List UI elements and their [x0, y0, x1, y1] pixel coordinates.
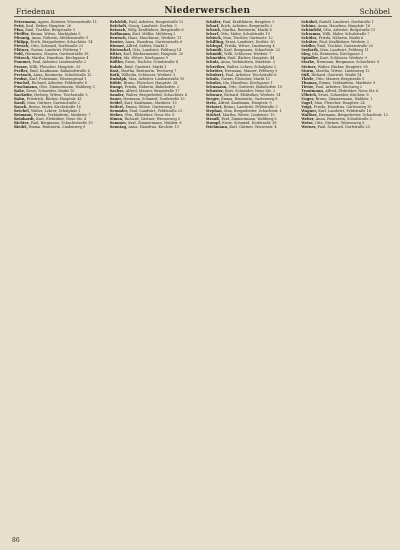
- entry-details: Hermann, Bergarbeiter, Schachtstr. 12: [318, 113, 388, 118]
- entry-name: Unger,: [301, 96, 315, 101]
- entry-details: Otto, Gastwirt, Bahnhofstr. 10: [228, 84, 283, 89]
- entry-name: Rohde,: [109, 64, 124, 69]
- entry-details: Frieda, Näherin, Markt 6: [318, 36, 364, 41]
- entry-details: Emil, Kaufmann, Bahnhofstraße 6: [29, 68, 90, 73]
- entry-name: Schenk,: [205, 28, 222, 33]
- entry-name: Rietzschel,: [109, 48, 132, 53]
- entry-details: Max, Landwirt, Feldweg 11: [320, 48, 369, 53]
- entry-name: Probst,: [14, 76, 29, 81]
- entry-name: Schütze,: [301, 40, 319, 45]
- entry-details: Karl, Zimmermann, Waldstr. 8: [128, 121, 182, 126]
- entry-name: Reinsch,: [109, 28, 127, 33]
- entry-details: Paul, Zimmermann, Waldweg 6: [221, 117, 277, 122]
- entry-details: Richard, Gärtner, Wiesenweg 5: [124, 117, 181, 122]
- column-3: [206, 20, 297, 540]
- entry-name: Reuter,: [109, 40, 125, 45]
- entry-details: Walter, Bäcker, Hauptstr. 38: [317, 64, 368, 69]
- entry-name: Spindler,: [301, 56, 319, 61]
- page-header: [14, 4, 392, 17]
- entry-details: Emil, Bäcker, Hauptstr. 44: [227, 56, 275, 61]
- entry-name: Rehfeldt,: [109, 20, 128, 24]
- entry-name: Reißmann,: [109, 32, 132, 37]
- entry-details: Frieda, Verkäuferin, Marktstr. 7: [33, 113, 91, 118]
- entry-details: Emil, Gastwirt, Markt 1: [124, 64, 167, 69]
- entry-name: Weise,: [301, 121, 314, 126]
- entry-details: Karl, Landwirt, Feldstraße 16: [318, 109, 371, 114]
- entry-name: Seifert,: [109, 104, 125, 109]
- entry-details: Ernst, Tischler, Schulstraße 4: [125, 60, 178, 65]
- entry-details: Emma, Witwe, Gartenweg 3: [125, 104, 176, 109]
- entry-details: Hedwig, Witwe, Teichstraße 5: [34, 92, 88, 97]
- entry-name: Stein,: [205, 100, 217, 105]
- entry-details: Kurt, Elektriker, Neue Str. 4: [36, 117, 87, 122]
- entry-name: Schneider,: [205, 56, 227, 61]
- entry-name: Schreiber,: [205, 64, 226, 69]
- entry-details: Frieda, Näherin, Bahnhofstr. 2: [124, 84, 180, 89]
- entry-name: Riemer,: [109, 44, 125, 49]
- entry-name: Sommer,: [109, 121, 128, 126]
- entry-name: Pietsch,: [14, 44, 30, 49]
- entry-details: Emma, Rentnerin, Lindenweg 9: [28, 125, 86, 130]
- entry-name: Ritter,: [109, 52, 123, 57]
- entry-details: Erich, Bergarbeiter, Schachtstr. 14: [30, 40, 93, 45]
- entry-details: Martha, Hausfrau, Kirchgasse 4: [31, 56, 89, 61]
- entry-name: Süß,: [301, 72, 311, 77]
- entry-name: Schulze,: [205, 80, 223, 85]
- entry-details: Wilhelm, Schlosser, Werkstr. 3: [121, 72, 176, 77]
- entry-details: Karl, Fuhrmann, Wiesengrund 1: [29, 76, 87, 81]
- entry-name: Scharf,: [205, 24, 220, 29]
- entry-details: Richard, Gastwirt, Markt 14: [311, 72, 362, 77]
- entry-details: Paul, Landwirt, Feldstraße 21: [129, 109, 183, 114]
- entry-name: Reichel,: [14, 109, 30, 114]
- entry-name: Rühle,: [109, 80, 123, 85]
- entry-name: Schmidt,: [205, 48, 224, 53]
- entry-details: Willi, Maler, Schulstraße 7: [322, 32, 370, 37]
- entry-name: Semmler,: [109, 109, 129, 114]
- entry-details: Otto, Gärtner, Wiesenweg 9: [315, 121, 365, 126]
- entry-details: Ernst, Landwirt, Dorfstr. 30: [225, 40, 275, 45]
- entry-details: Otto, Maurer, Bergstraße 5: [315, 76, 365, 81]
- entry-details: Max, Bergarbeiter, Schachtstr. 1: [224, 109, 282, 114]
- entry-details: Ernst, Schneider, Kirchstr. 8: [318, 92, 369, 97]
- entry-details: Kurt, Kaufmann, Marktstr. 15: [124, 100, 177, 105]
- entry-name: Rost,: [109, 68, 120, 73]
- entry-details: Richard, Arbeiter, Feldstraße 8: [31, 80, 87, 85]
- entry-name: Sander,: [109, 92, 125, 97]
- entry-details: Otto, Schmied, Dorfstraße 22: [30, 44, 84, 49]
- entry-details: Richard, Elektriker, Werkstr. 14: [224, 92, 281, 97]
- entry-details: Paul, Arbeiter, Teichweg 2: [315, 84, 363, 89]
- entry-name: Runge,: [109, 84, 124, 89]
- entry-name: Tietze,: [301, 84, 315, 89]
- entry-name: Stöckel,: [205, 113, 222, 118]
- entry-name: Starke,: [301, 60, 316, 65]
- entry-details: Martha, Witwe, Lindenstr. 15: [222, 113, 275, 118]
- entry-details: Anna, Näherin, Mühlenstraße 9: [31, 36, 88, 41]
- entry-name: Schönfeld,: [301, 28, 323, 33]
- entry-name: Rauch,: [14, 104, 28, 109]
- entry-name: Wagner,: [301, 109, 318, 114]
- entry-details: Kurt, Schneider, Neue Str. 2: [225, 88, 276, 93]
- entry-details: Anna, Hausfrau, Hauptstr. 16: [317, 24, 371, 29]
- entry-details: Anna, Verkäuferin, Marktstr. 3: [220, 60, 275, 65]
- directory-columns: [14, 20, 392, 540]
- header-title: Niederwerschen: [164, 6, 251, 16]
- entry-details: Hermann, Schmied, Dorfstraße 13: [123, 96, 185, 101]
- entry-details: Alfred, Maurer, Bergstraße 17: [125, 88, 180, 93]
- entry-details: Max, Tischler, Gartenstr. 12: [223, 36, 273, 41]
- entry-name: Pötzsch,: [14, 56, 31, 61]
- entry-name: Riedel,: [14, 125, 28, 130]
- entry-details: Walter, Bergarbeiter, Schachtstr. 6: [125, 92, 188, 97]
- entry-details: Otto, Elektriker, Neue Str. 9: [124, 113, 175, 118]
- entry-name: Rackwitz,: [14, 92, 33, 97]
- entry-details: Alfred, Sattler, Markt 3: [126, 44, 168, 49]
- entry-name: Pfau,: [14, 28, 25, 33]
- column-4: [301, 20, 392, 540]
- entry-name: Seyfarth,: [301, 48, 320, 53]
- entry-details: Otto, Maler, Schulstraße 19: [220, 32, 270, 37]
- page-number: 86: [12, 537, 20, 544]
- entry-details: Walter, Lehrer, Schulplatz 2: [226, 64, 277, 69]
- entry-details: Rudolf, Landwirt, Dorfstraße 1: [319, 20, 374, 24]
- entry-name: Thomas,: [301, 80, 318, 85]
- entry-name: Petri,: [14, 24, 25, 29]
- entry-name: Philipp,: [14, 40, 30, 45]
- directory-entry: [301, 125, 392, 129]
- entry-name: Sieber,: [109, 113, 124, 118]
- entry-name: Scholz,: [205, 60, 220, 65]
- entry-name: Rentsch,: [109, 36, 127, 41]
- entry-details: Willy, Kraftfahrer, Bergstraße 8: [127, 28, 184, 33]
- entry-name: Pretzsch,: [14, 72, 33, 77]
- entry-details: Ida, Hausfrau, Kirchgasse 1: [223, 80, 273, 85]
- entry-details: Anna, Hausfrau, Kirchstr. 11: [128, 125, 180, 130]
- entry-details: Max, Arbeiter, Lindenstraße 10: [128, 76, 185, 81]
- entry-details: Karl, Bergmann, Schachtstr. 22: [224, 48, 281, 53]
- entry-details: Martha, Witwe, Lindenweg 12: [315, 68, 370, 73]
- entry-name: Schumann,: [205, 84, 228, 89]
- entry-details: Alfred, Kaufmann, Hauptstr. 9: [218, 100, 272, 105]
- entry-name: Steiner,: [301, 64, 317, 69]
- entry-details: Gustav, Fleischer, Markt 12: [220, 76, 270, 81]
- entry-name: Ulbrich,: [301, 92, 318, 97]
- entry-details: Ernst, Schmied, Dorfstraße 18: [222, 121, 277, 126]
- entry-details: Emma, Verkäuferin, Marktstr. 9: [319, 80, 376, 85]
- entry-name: Röder,: [109, 56, 123, 61]
- entry-details: Karl, Weber, Hauptstr. 26: [25, 24, 72, 29]
- entry-details: Hermann, Bergmann, Schachtstr. 8: [316, 60, 380, 65]
- entry-name: Strauß,: [205, 117, 221, 122]
- entry-name: Pohl,: [14, 52, 24, 57]
- entry-details: Karl, Bäckermeister, Hauptstr. 20: [123, 52, 184, 57]
- entry-details: Paul, Arbeiter, Lindenstraße 2: [32, 60, 86, 65]
- entry-details: Hermann, Maurer, Gartenstraße 18: [25, 52, 89, 57]
- entry-name: Scherf,: [205, 32, 220, 37]
- entry-details: Hermann, Maurer, Feldweg 9: [224, 68, 278, 73]
- entry-name: Schöbel,: [301, 20, 319, 24]
- entry-details: Kurt, Schlosser, Werkstr. 9: [320, 56, 368, 61]
- entry-name: Roth,: [109, 72, 121, 77]
- directory-entry: [14, 125, 105, 129]
- entry-name: Vogel,: [301, 100, 314, 105]
- entry-details: Karl, Müller, Mühlweg 2: [132, 32, 176, 37]
- entry-name: Pfennig,: [14, 36, 31, 41]
- entry-name: Petermann,: [14, 20, 37, 24]
- entry-name: Rudolph,: [109, 76, 128, 81]
- entry-details: Emma, Rentnerin, Gartenweg 8: [221, 96, 278, 101]
- entry-name: Schuster,: [205, 88, 224, 93]
- entry-details: Otto, Landwirt, Feldweg 14: [132, 48, 182, 53]
- column-2: [110, 20, 201, 540]
- entry-details: Emil, Tischler, Bergstraße 3: [25, 28, 76, 33]
- entry-details: Emma, Witwe, Marktplatz 5: [30, 32, 81, 37]
- entry-details: Alfred, Elektriker, Neue Str. 6: [325, 88, 379, 93]
- entry-name: Sonntag,: [109, 125, 128, 130]
- entry-name: Seidler,: [301, 44, 317, 49]
- entry-name: Schwarz,: [205, 92, 224, 97]
- entry-details: Friedrich, Bäcker, Hauptstr. 41: [26, 96, 83, 101]
- entry-name: Schulz,: [205, 76, 220, 81]
- entry-details: Otto, Zimmermann, Waldweg 3: [39, 84, 95, 89]
- entry-name: Schieck,: [205, 36, 223, 41]
- entry-name: Rabe,: [14, 88, 26, 93]
- entry-details: Paul, Kraftfahrer, Werkstr. 2: [319, 40, 370, 45]
- entry-details: Paul, Bergmann, Schachtstraße 19: [30, 121, 93, 126]
- entry-details: Frieda, Hausfrau, Gartenweg 10: [313, 104, 372, 109]
- entry-details: Paul, Kraftfahrer, Hauptstr. 5: [222, 20, 275, 24]
- entry-details: Karl, Gärtner, Wiesenstr. 4: [229, 125, 277, 130]
- entry-name: Reinhardt,: [14, 117, 35, 122]
- entry-name: Püschel,: [14, 80, 31, 85]
- entry-name: Trautmann,: [301, 88, 325, 93]
- entry-details: Otto, Arbeiter, Bergstraße 11: [323, 28, 376, 33]
- header-right: Schöbel: [359, 7, 390, 16]
- entry-name: Prasse,: [14, 64, 29, 69]
- entry-name: Schröter,: [205, 68, 224, 73]
- entry-name: Sieg,: [301, 52, 311, 57]
- entry-details: Walter, Lehrer, Schulplatz 1: [31, 109, 81, 114]
- entry-details: Willi, Fleischer, Hauptstr. 33: [29, 64, 81, 69]
- entry-name: Puschmann,: [14, 84, 39, 89]
- entry-name: Richter,: [14, 121, 30, 126]
- entry-details: Martha, Rentnerin, Teichweg 7: [120, 68, 177, 73]
- entry-details: Max, Fleischer, Hauptstr. 24: [314, 100, 365, 105]
- entry-details: Anna, Rentnerin, Schulstraße 12: [33, 72, 92, 77]
- entry-name: Pfeiffer,: [14, 32, 30, 37]
- entry-details: Bruno, Zimmermann, Waldstr. 1: [315, 96, 373, 101]
- entry-name: Weber,: [301, 117, 315, 122]
- entry-details: Emil, Tischler, Gartenstraße 20: [317, 44, 374, 49]
- entry-name: Rößler,: [109, 60, 125, 65]
- entry-name: Voigt,: [301, 104, 313, 109]
- entry-details: Gustav, Landwirt, Feldweg 7: [30, 48, 82, 53]
- entry-name: Stumpf,: [205, 121, 221, 126]
- entry-details: Ida, Witwe, Kirchgasse 9: [123, 56, 168, 61]
- entry-name: Simon,: [109, 117, 124, 122]
- entry-name: Plötner,: [14, 48, 30, 53]
- entry-details: Hans, Maschinist, Werkstr. 11: [128, 36, 182, 41]
- entry-name: Schramm,: [301, 32, 322, 37]
- entry-name: Rahn,: [14, 96, 26, 101]
- entry-name: Schubert,: [205, 72, 225, 77]
- entry-details: Erich, Arbeiter, Bergstraße 2: [220, 24, 273, 29]
- entry-name: Teichmann,: [205, 125, 229, 130]
- entry-name: Pommer,: [14, 60, 32, 65]
- entry-name: Schäfer,: [205, 20, 222, 24]
- entry-name: Sachse,: [109, 88, 125, 93]
- entry-name: Schlegel,: [205, 44, 224, 49]
- entry-name: Werner,: [301, 125, 317, 130]
- entry-name: Walther,: [301, 113, 318, 118]
- entry-name: Sturm,: [301, 68, 315, 73]
- entry-name: Stephan,: [205, 109, 223, 114]
- entry-details: Paul, Arbeiter, Teichstraße 6: [225, 72, 277, 77]
- entry-name: Ranft,: [14, 100, 27, 105]
- entry-name: Seeger,: [205, 96, 220, 101]
- directory-entry: [206, 125, 297, 129]
- entry-name: Sauer,: [109, 96, 123, 101]
- entry-details: Paul, Schmied, Dorfstraße 25: [317, 125, 370, 130]
- entry-name: Reichelt,: [109, 24, 128, 29]
- entry-name: Reimann,: [14, 113, 33, 118]
- column-1: [14, 20, 105, 540]
- entry-name: Seidel,: [109, 100, 124, 105]
- entry-name: Schöne,: [301, 24, 317, 29]
- entry-details: Georg, Landwirt, Dorfstr. 5: [128, 24, 177, 29]
- directory-entry: [110, 125, 201, 129]
- entry-details: Agnes, Rentner, Wiesenstraße 11: [37, 20, 97, 24]
- entry-name: Thiele,: [301, 76, 315, 81]
- entry-details: Anna, Hausfrau, Gartenstraße 6: [125, 40, 183, 45]
- entry-name: Schüler,: [301, 36, 318, 41]
- entry-details: Ernst, Schneider, Markt 10: [26, 88, 75, 93]
- entry-details: Bruno, Fleischer, Hauptstr. 28: [123, 80, 178, 85]
- entry-name: Steinert,: [205, 104, 223, 109]
- entry-details: Frieda, Witwe, Lindenweg 4: [224, 44, 275, 49]
- entry-details: Anna, Rentnerin, Schulstraße 3: [315, 117, 372, 122]
- entry-name: Preller,: [14, 68, 29, 73]
- entry-details: Martha, Rentnerin, Markt 8: [222, 28, 272, 33]
- entry-name: Schilling,: [205, 40, 225, 45]
- entry-details: Max, Gärtner, Gartenstraße 2: [27, 100, 80, 105]
- entry-details: Ida, Rentnerin, Kirchgasse 3: [312, 52, 363, 57]
- entry-details: Bruno, Landwirt, Feldstraße 3: [223, 104, 278, 109]
- entry-details: Willi, Schlosser, Werkstr. 7: [224, 52, 272, 57]
- entry-details: Paul, Arbeiter, Hauptstraße 12: [128, 20, 184, 24]
- header-left: Friedenau: [16, 7, 55, 16]
- entry-name: Schmidt,: [205, 52, 224, 57]
- entry-details: Bruno, Maler, Kirchstraße 16: [28, 104, 81, 109]
